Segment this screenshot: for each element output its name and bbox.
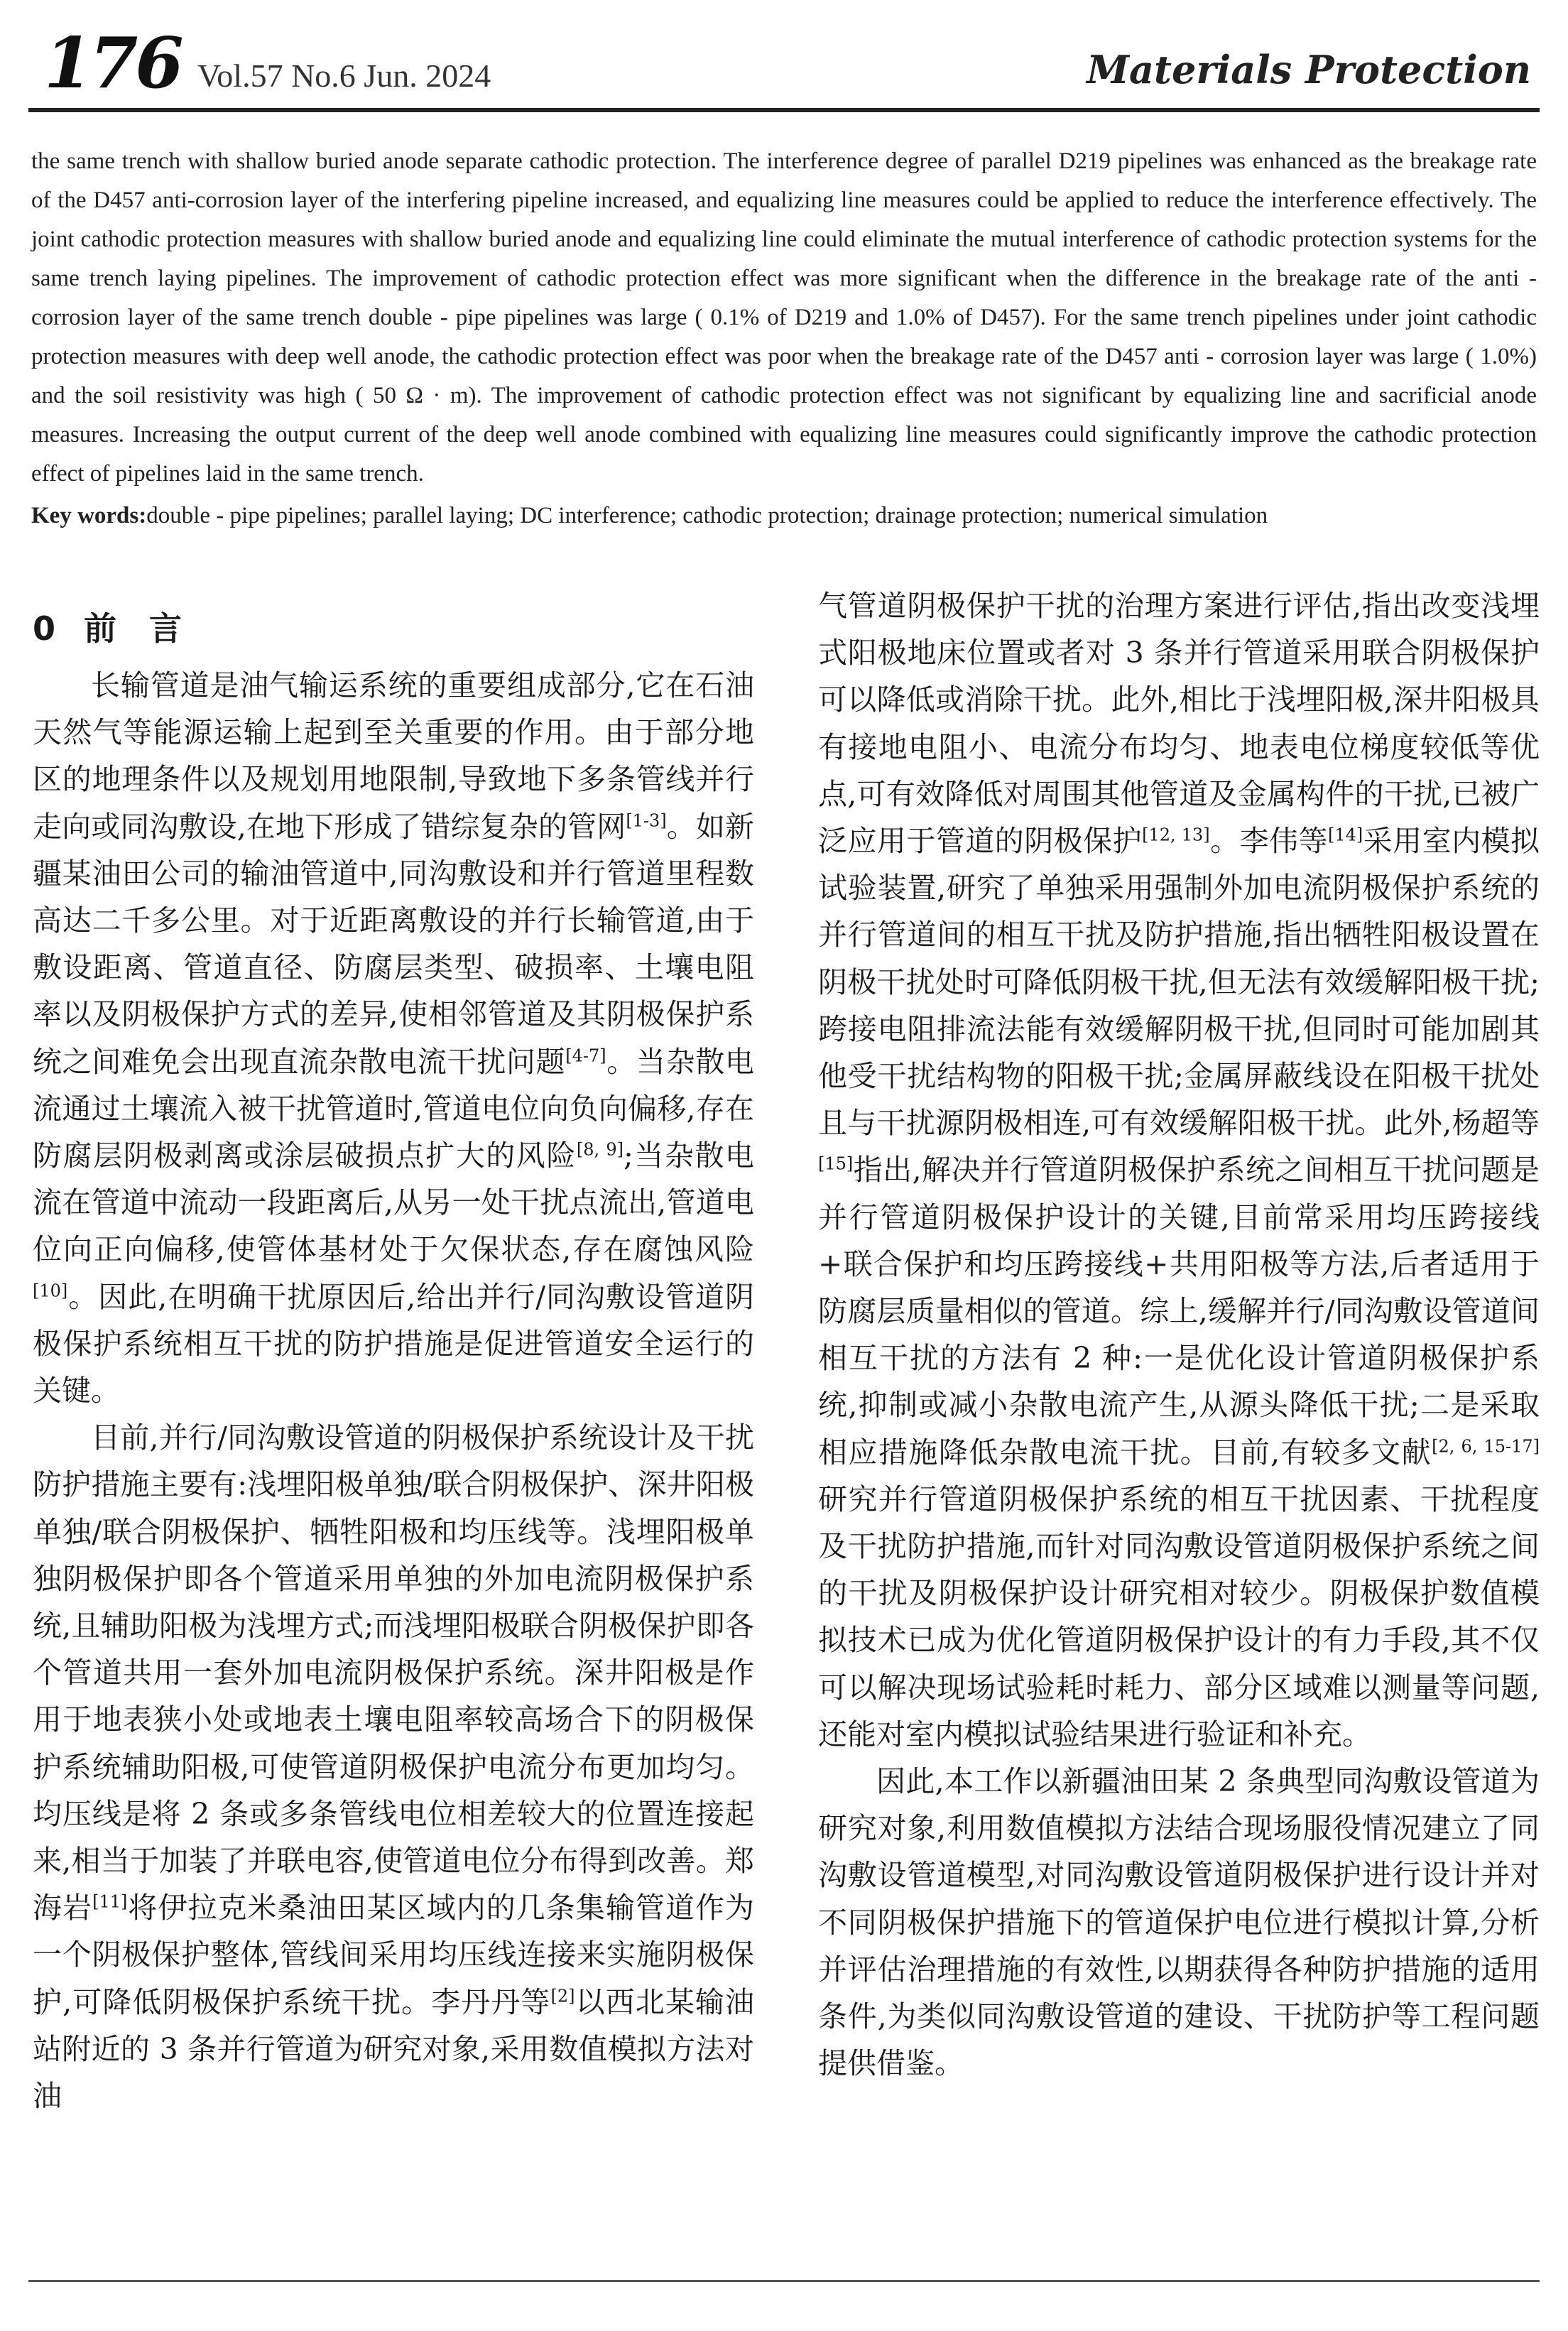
right-column xyxy=(818,582,1540,2087)
paragraph-text: 长输管道是油气输运系统的重要组成部分,它在石油天然气等能源运输上起到至关重要的作用。由于部分地区的地理条件以及规划用地限制,导致地下多条管线并行走向或同沟敷设,在地下形成了错综复杂的管网 xyxy=(33,668,754,844)
paragraph-text: 将伊拉克米桑油田某区域内的几条集输管道作为一个阴极保护整体,管线间采用均压线连接来实施阴极保护,可降低阴极保护系统干扰。李丹丹等 xyxy=(33,1891,755,2019)
section-title: 前 言 xyxy=(84,609,183,648)
paragraph-text: 。因此,在明确干扰原因后,给出并行/同沟敷设管道阴极保护系统相互干扰的防护措施是促进管道安全运行的关键。 xyxy=(33,1279,754,1408)
header-divider xyxy=(28,108,1540,112)
paragraph-text: 研究并行管道阴极保护系统的相互干扰因素、干扰程度及干扰防护措施,而针对同沟敷设管道阴极保护系统之间的干扰及阴极保护设计研究相对较少。阴极保护数值模拟技术已成为优化管道阴极保护设计的有力手段,其不仅可以解决现场试验耗时耗力、部分区域难以测量等问题,还能对室内模拟试验结果进行验证和补充。 xyxy=(818,1482,1540,1751)
citation-ref[interactable]: [12, 13] xyxy=(1142,825,1210,845)
journal-name: Materials Protection xyxy=(1087,47,1531,92)
abstract-block xyxy=(31,142,1537,536)
citation-ref[interactable]: [8, 9] xyxy=(576,1139,624,1160)
citation-ref[interactable]: [10] xyxy=(33,1280,68,1300)
page-header xyxy=(28,23,1540,105)
paragraph-text: ;当杂散电流在管道中流动一段距离后,从另一处干扰点流出,管道电位向正向偏移,使管体基材处于欠保状态,存在腐蚀风险 xyxy=(33,1139,754,1267)
paragraph-intro-3: 因此,本工作以新疆油田某 2 条典型同沟敷设管道为研究对象,利用数值模拟方法结合现场服役情况建立了同沟敷设管道模型,对同沟敷设管道阴极保护进行设计并对不同阴极保护措施下的管道保护电位进行模拟计算,分析并评估治理措施的有效性,以期获得各种防护措施的适用条件,为类似同沟敷设管道的建设、干扰防护等工程问题提供借鉴。 xyxy=(818,1764,1540,2081)
page-number: 176 xyxy=(44,23,181,104)
citation-ref[interactable]: [2, 6, 15-17] xyxy=(1432,1436,1540,1456)
paragraph-intro-1 xyxy=(33,662,754,1414)
paragraph-text: 指出,解决并行管道阴极保护系统之间相互干扰问题是并行管道阴极保护设计的关键,目前常采用均压跨接线+联合保护和均压跨接线+共用阳极等方法,后者适用于防腐层质量相似的管道。综上,缓解并行/同沟敷设管道间相互干扰的方法有 2 种:一是优化设计管道阴极保护系统,抑制或减小杂散电流产生,从源头降低干扰;二是采取相应措施降低杂散电流干扰。目前,有较多文献 xyxy=(818,1153,1540,1469)
citation-ref[interactable]: [2] xyxy=(550,1986,575,2006)
paragraph-text: 。如新疆某油田公司的输油管道中,同沟敷设和并行管道里程数高达二千多公里。对于近距离敷设的并行长输管道,由于敷设距离、管道直径、防腐层类型、破损率、土壤电阻率以及阴极保护方式的差异,使相邻管道及其阴极保护系统之间难免会出现直流杂散电流干扰问题 xyxy=(33,809,755,1079)
paragraph-intro-2 xyxy=(33,1414,754,2119)
volume-info: Vol.57 No.6 Jun. 2024 xyxy=(197,58,491,94)
citation-ref[interactable]: [14] xyxy=(1327,825,1363,845)
abstract-text: the same trench with shallow buried anode separate cathodic protection. The interference degree of parallel D219 pipelines was enhanced as the breakage rate of the D457 anti-corrosion layer of the interfering pipeline increased, and equalizing line measures could be applied to reduce the interference effectively. The joint cathodic protection measures with shallow buried anode and equalizing line could eliminate the mutual interference of cathodic protection systems for the same trench laying pipelines. The improvement of cathodic protection effect was more significant when the difference in the breakage rate of the anti - corrosion layer of the same trench double - pipe pipelines was large ( 0.1% of D219 and 1.0% of D457). For the same trench pipelines under joint cathodic protection measures with deep well anode, the cathodic protection effect was poor when the breakage rate of the D457 anti - corrosion layer was large ( 1.0%) and the soil resistivity was high ( 50 Ω · m). The improvement of cathodic protection effect was not significant by equalizing line and sacrificial anode measures. Increasing the output current of the deep well anode combined with equalizing line measures could significantly improve the cathodic protection effect of pipelines laid in the same trench. xyxy=(31,148,1537,487)
citation-ref[interactable]: [4-7] xyxy=(565,1045,606,1065)
left-column xyxy=(33,605,754,2119)
paragraph-text: 以西北某输油站附近的 3 条并行管道为研究对象,采用数值模拟方法对油 xyxy=(33,1984,755,2114)
citation-ref[interactable]: [11] xyxy=(92,1891,128,1912)
paragraph-text: 采用室内模拟试验装置,研究了单独采用强制外加电流阴极保护系统的并行管道间的相互干扰及防护措施,指出牺牲阳极设置在阴极干扰处时可降低阴极干扰,但无法有效缓解阳极干扰;跨接电阻排流法能有效缓解阴极干扰,但同时可能加剧其他受干扰结构物的阳极干扰;金属屏蔽线设在阳极干扰处且与干扰源阴极相连,可有效缓解阳极干扰。此外,杨超等 xyxy=(818,824,1540,1141)
section-number: 0 xyxy=(33,609,56,648)
citation-ref[interactable]: [1-3] xyxy=(626,810,667,830)
keywords-line xyxy=(31,496,1537,536)
paragraph-text: 目前,并行/同沟敷设管道的阴极保护系统设计及干扰防护措施主要有:浅埋阳极单独/联合阴极保护、深井阳极单独/联合阴极保护、牺牲阳极和均压线等。浅埋阳极单独阴极保护即各个管道采用单独的外加电流阴极保护系统,且辅助阳极为浅埋方式;而浅埋阳极联合阴极保护即各个管道共用一套外加电流阴极保护系统。深井阳极是作用于地表狭小处或地表土壤电阻率较高场合下的阴极保护系统辅助阳极,可使管道阴极保护电流分布更加均匀。均压线是将 2 条或多条管线电位相差较大的位置连接起来,相当于加装了并联电容,使管道电位分布得到改善。郑海岩 xyxy=(33,1420,754,1925)
citation-ref[interactable]: [15] xyxy=(818,1153,854,1174)
keywords-text: double - pipe pipelines; parallel laying; DC interference; cathodic protection; drainage protection; numerical simulation xyxy=(146,503,1268,528)
footer-divider xyxy=(28,2280,1540,2282)
paragraph-text: 气管道阴极保护干扰的治理方案进行评估,指出改变浅埋式阳极地床位置或者对 3 条并行管道采用联合阴极保护可以降低或消除干扰。此外,相比于浅埋阳极,深井阳极具有接地电阻小、电流分布均匀、地表电位梯度较低等优点,可有效降低对周围其他管道及金属构件的干扰,已被广泛应用于管道的阴极保护 xyxy=(818,589,1540,859)
section-heading xyxy=(33,605,754,652)
keywords-label: Key words: xyxy=(31,503,147,528)
paragraph-text: 。李伟等 xyxy=(1209,824,1328,859)
paragraph-text: 。当杂散电流通过土壤流入被干扰管道时,管道电位向负向偏移,存在防腐层阴极剥离或涂层破损点扩大的风险 xyxy=(33,1044,755,1173)
paragraph-intro-2-continued xyxy=(818,582,1540,1758)
